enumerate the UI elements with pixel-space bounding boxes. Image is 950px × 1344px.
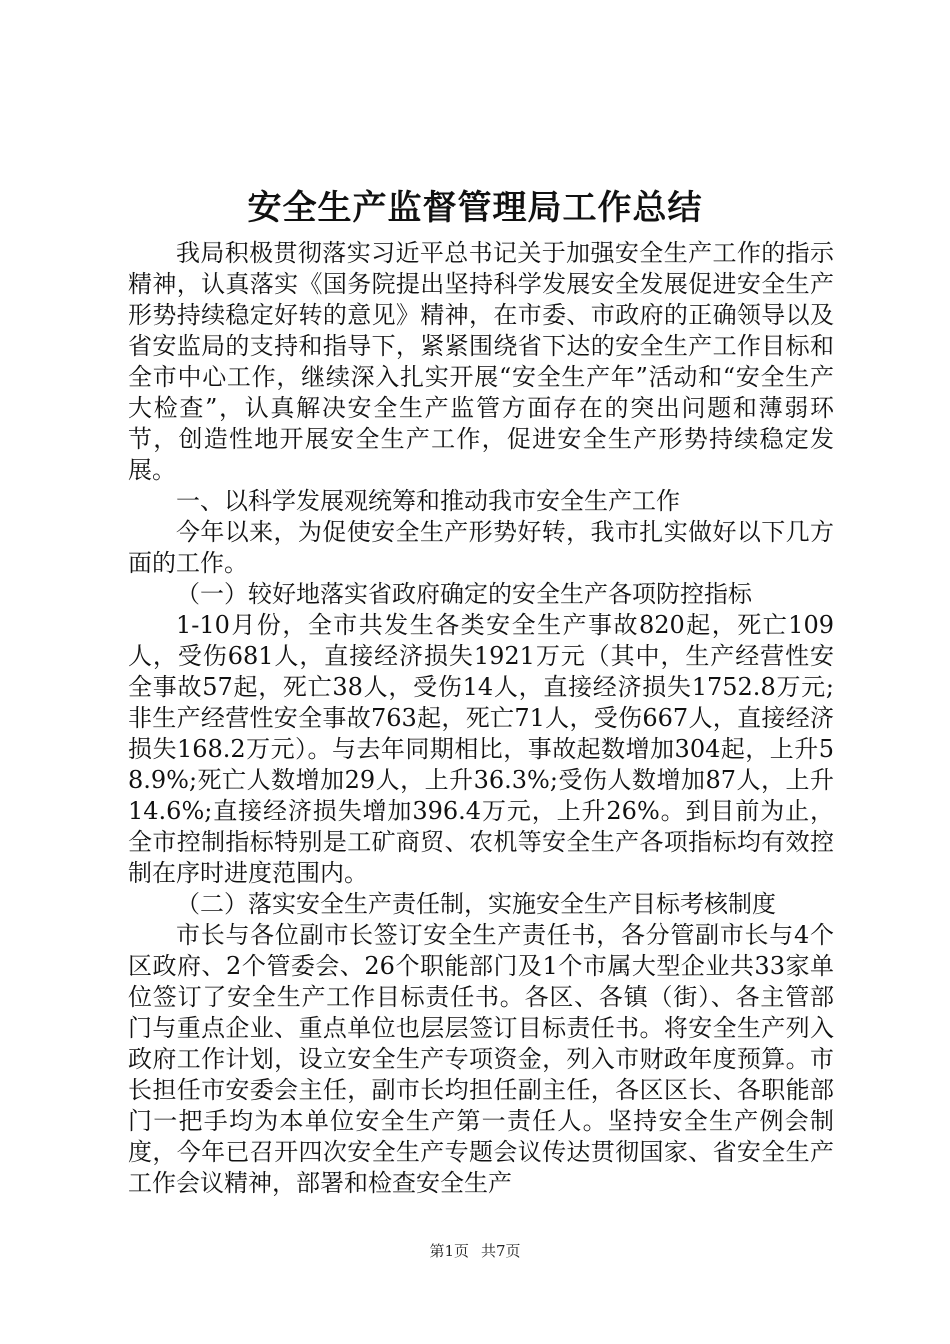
page-number: 第1页 [429, 1242, 469, 1260]
subsection-heading-2: （二）落实安全生产责任制，实施安全生产目标考核制度 [176, 890, 776, 918]
paragraph-overview: 今年以来，为促使安全生产形势好转，我市扎实做好以下几方面的工作。 [128, 518, 834, 577]
page-footer [0, 1241, 950, 1261]
subsection-heading-1: （一）较好地落实省政府确定的安全生产各项防控指标 [176, 580, 752, 608]
paragraph-responsibility: 市长与各位副市长签订安全生产责任书，各分管副市长与4个区政府、2个管委会、26个职能部门及1个市属大型企业共33家单位签订了安全生产工作目标责任书。各区、各镇（街）、各主管部门与重点企业、重点单位也层层签订目标责任书。将安全生产列入政府工作计划，设立安全生产专项资金，列入市财政年度预算。市长担任市安委会主任，副市长均担任副主任，各区区长、各职能部门一把手均为本单位安全生产第一责任人。坚持安全生产例会制度，今年已召开四次安全生产专题会议传达贯彻国家、省安全生产工作会议精神，部署和检查安全生产 [128, 921, 834, 1197]
section-heading-1: 一、以科学发展观统筹和推动我市安全生产工作 [176, 487, 680, 515]
paragraph-intro: 我局积极贯彻落实习近平总书记关于加强安全生产工作的指示精神，认真落实《国务院提出坚持科学发展安全发展促进安全生产形势持续稳定好转的意见》精神，在市委、市政府的正确领导以及省安监局的支持和指导下，紧紧围绕省下达的安全生产工作目标和全市中心工作，继续深入扎实开展“安全生产年”活动和“安全生产大检查”，认真解决安全生产监管方面存在的突出问题和薄弱环节，创造性地开展安全生产工作，促进安全生产形势持续稳定发展。 [128, 239, 834, 484]
paragraph-statistics: 1-10月份，全市共发生各类安全生产事故820起，死亡109人，受伤681人，直接经济损失1921万元（其中，生产经营性安全事故57起，死亡38人，受伤14人，直接经济损失1752.8万元;非生产经营性安全事故763起，死亡71人，受伤667人，直接经济损失168.2万元）。与去年同期相比，事故起数增加304起，上升58.9%;死亡人数增加29人，上升36.3%;受伤人数增加87人，上升14.6%;直接经济损失增加396.4万元，上升26%。到目前为止，全市控制指标特别是工矿商贸、农机等安全生产各项指标均有效控制在序时进度范围内。 [128, 611, 834, 887]
page-total: 共7页 [481, 1242, 521, 1260]
document-body [128, 238, 834, 1199]
document-title: 安全生产监督管理局工作总结 [247, 188, 703, 228]
